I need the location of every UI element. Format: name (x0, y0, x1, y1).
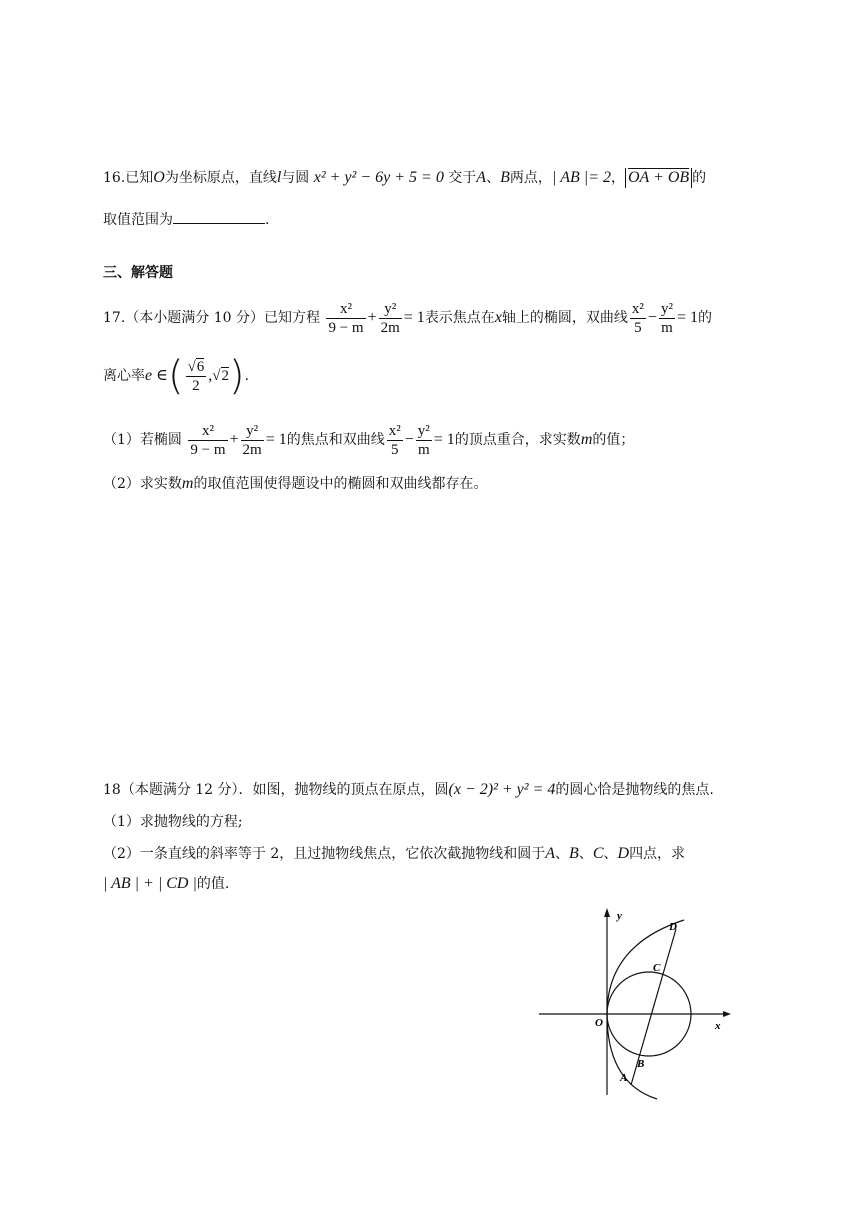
sqrt-two: √2 (212, 368, 230, 384)
rhs: = 1 (403, 309, 425, 326)
section-heading: 三、解答题 (103, 265, 173, 281)
q16-text: 取值范围为 (103, 212, 173, 228)
var-m: m (580, 431, 593, 448)
sum-expression: | AB | + | CD | (103, 875, 197, 892)
vector-sum-abs (625, 168, 692, 188)
left-paren: ( (167, 353, 184, 399)
fraction (659, 300, 675, 337)
q16-text: 两点， (509, 170, 552, 186)
label-x: x (715, 1020, 721, 1032)
q16-line1 (103, 168, 706, 188)
q17-text: 的 (697, 310, 712, 326)
denominator: 5 (391, 441, 399, 458)
point-o: O (153, 169, 165, 186)
q16-text: 与圆 (281, 170, 310, 186)
label-a: A (620, 1072, 628, 1084)
fraction (416, 422, 432, 459)
question-number: 17. (103, 310, 126, 326)
denominator: 2 (192, 377, 200, 394)
fraction (188, 422, 227, 459)
q17-text: 的焦点和双曲线 (286, 432, 385, 448)
q17-part1 (103, 420, 634, 460)
denominator: 5 (634, 319, 642, 336)
q16-text: 的 (692, 170, 707, 186)
q17-text: 的顶点重合，求实数 (454, 432, 581, 448)
point-d: D (617, 845, 630, 862)
fraction (630, 300, 646, 337)
q18-text: （1）求抛物线的方程; (103, 814, 243, 830)
numerator: x² (326, 300, 365, 319)
separator: 、 (486, 170, 501, 186)
q17-text: . (244, 368, 250, 384)
q17-line1 (103, 298, 712, 338)
q16-text: 为坐标原点，直线 (164, 170, 277, 186)
operator: − (647, 309, 657, 326)
line-l: l (276, 169, 282, 186)
fraction (326, 300, 365, 337)
eccentricity: e ∈ (145, 367, 168, 384)
numerator: x² (388, 422, 401, 439)
q17-text: （本小题满分 10 分）已知方程 (125, 310, 320, 326)
point-a: A (476, 169, 487, 186)
numerator: y² (241, 422, 264, 441)
point-c: C (592, 845, 604, 862)
numerator: √6 (187, 358, 205, 375)
q16-text: . (265, 212, 270, 228)
fraction (387, 422, 403, 459)
rhs: = 1 (676, 309, 698, 326)
parabola-circle-figure (535, 905, 735, 1100)
q16-text: 已知 (125, 170, 154, 186)
q17-text: 的取值范围使得题设中的椭圆和双曲线都存在。 (193, 476, 488, 492)
fraction (379, 300, 402, 337)
denominator: m (417, 441, 430, 458)
q17-line2 (103, 354, 249, 398)
circle-equation: (x − 2)² + y² = 4 (448, 781, 556, 798)
point-b: B (569, 845, 579, 862)
ab-length: | AB |= 2 (551, 169, 611, 186)
numerator: x² (188, 422, 227, 441)
q18-text: （2）一条直线的斜率等于 2，且过抛物线焦点，它依次截抛物线和圆于 (103, 846, 546, 862)
comma: , (208, 367, 213, 384)
label-d: D (669, 921, 677, 933)
q18-text: 的圆心恰是抛物线的焦点. (555, 782, 714, 798)
label-o: O (595, 1017, 603, 1029)
label-b: B (637, 1058, 645, 1070)
denominator: 9 − m (328, 319, 364, 336)
numerator: x² (631, 300, 644, 317)
operator: + (229, 431, 239, 448)
numerator: y² (417, 422, 430, 439)
numerator: y² (660, 300, 673, 317)
operator: + (367, 309, 377, 326)
q18-line1 (103, 780, 714, 800)
var-m: m (181, 475, 194, 492)
right-paren: ) (229, 353, 245, 399)
vector-sum: OA + OB (627, 169, 690, 186)
question-number: 16. (103, 170, 126, 186)
separator: ， (610, 170, 625, 186)
q16-text: 交于 (448, 170, 477, 186)
point-b: B (500, 169, 510, 186)
fraction (241, 422, 264, 459)
denominator: 2m (380, 319, 400, 336)
separator: 、 (603, 846, 618, 862)
operator: − (404, 431, 414, 448)
q17-text: 轴上的椭圆，双曲线 (501, 310, 628, 326)
q17-text: 表示焦点在 (424, 310, 495, 326)
numerator: y² (379, 300, 402, 319)
y-axis-arrow (604, 908, 610, 917)
circle-equation: x² + y² − 6y + 5 = 0 (313, 169, 444, 186)
part-label: （2）求实数 (103, 476, 182, 492)
q18-text: 四点，求 (629, 846, 686, 862)
q18-part2 (103, 844, 685, 864)
var-x: x (494, 309, 502, 326)
q16-line2 (103, 208, 269, 230)
radicand: 2 (221, 368, 230, 384)
answer-blank[interactable] (173, 208, 265, 224)
q18-text: 18（本题满分 12 分）．如图，抛物线的顶点在原点，圆 (103, 782, 449, 798)
q17-text: 的值； (592, 432, 635, 448)
point-a: A (545, 845, 556, 862)
q17-text: 离心率 (103, 368, 145, 384)
label-y: y (617, 910, 622, 922)
radicand: 6 (196, 358, 205, 375)
separator: 、 (578, 846, 593, 862)
denominator: m (661, 319, 673, 336)
rhs: = 1 (433, 431, 455, 448)
part-label: （1）若椭圆 (103, 432, 182, 448)
denominator: 2m (242, 441, 262, 458)
q18-text: 的值. (196, 876, 230, 892)
label-c: C (653, 962, 661, 974)
q17-part2 (103, 474, 487, 494)
parabola (607, 920, 684, 1099)
fraction (186, 358, 207, 395)
rhs: = 1 (265, 431, 287, 448)
q18-line4 (103, 874, 229, 894)
x-axis-arrow (723, 1011, 731, 1017)
q18-part1 (103, 812, 243, 832)
denominator: 9 − m (190, 441, 226, 458)
separator: 、 (555, 846, 570, 862)
